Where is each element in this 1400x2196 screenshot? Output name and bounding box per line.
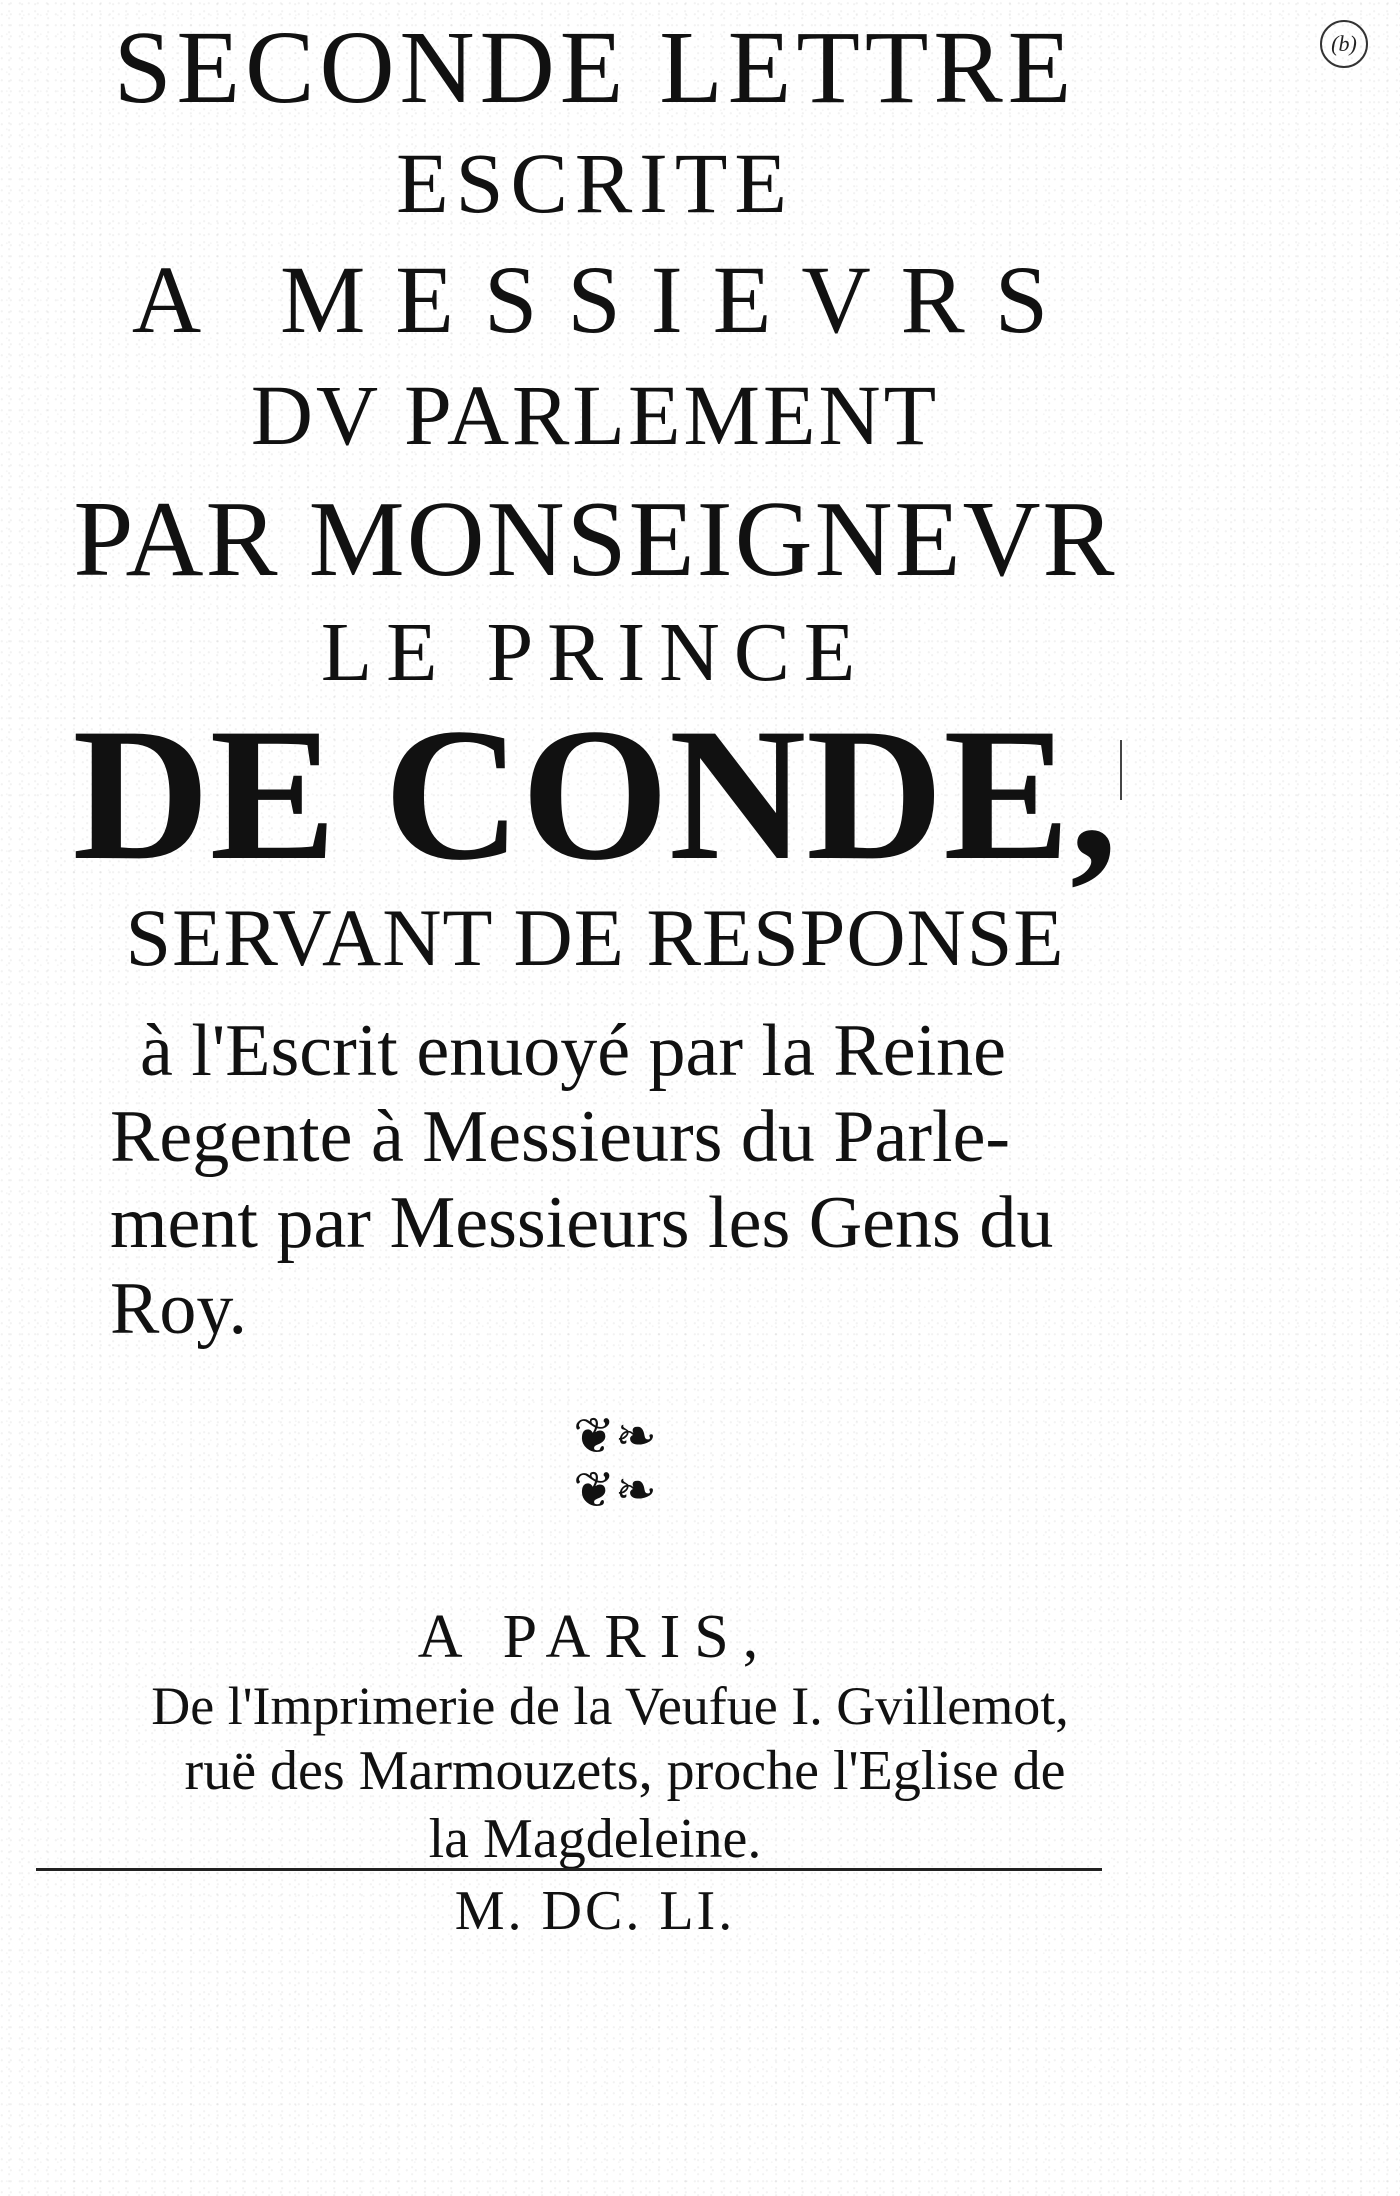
fleuron-ornament-icon: ❦❧	[573, 1408, 657, 1464]
subtitle-line-2: Regente à Messieurs du Parle-	[110, 1096, 1011, 1178]
imprint-rule	[36, 1868, 1102, 1871]
subtitle-line-4: Roy.	[110, 1268, 248, 1350]
title-line-7: DE CONDE,	[72, 690, 1118, 900]
subtitle-line-1: à l'Escrit enuoyé par la Reine	[140, 1010, 1007, 1092]
imprint-printer: De l'Imprimerie de la Veufue I. Gvillemot,	[151, 1676, 1069, 1736]
fleuron-ornament-icon: ❦❧	[573, 1462, 657, 1518]
title-line-4: DV PARLEMENT	[250, 367, 940, 463]
title-line-3: A MESSIEVRS	[131, 246, 1079, 353]
shelfmark-stamp: (b)	[1320, 20, 1368, 68]
title-line-8: SERVANT DE RESPONSE	[125, 892, 1065, 983]
title-line-2: ESCRITE	[396, 135, 794, 231]
imprint-parish: la Magdeleine.	[428, 1808, 762, 1870]
title-line-5: PAR MONSEIGNEVR	[73, 480, 1117, 599]
imprint-street: ruë des Marmouzets, proche l'Eglise de	[184, 1740, 1066, 1802]
title-line-1: SECONDE LETTRE	[113, 10, 1077, 125]
subtitle-line-3: ment par Messieurs les Gens du	[110, 1182, 1054, 1264]
imprint-city: A PARIS,	[417, 1603, 773, 1671]
imprint-year: M. DC. LI.	[454, 1880, 736, 1942]
title-line-6: LE PRINCE	[320, 606, 870, 699]
